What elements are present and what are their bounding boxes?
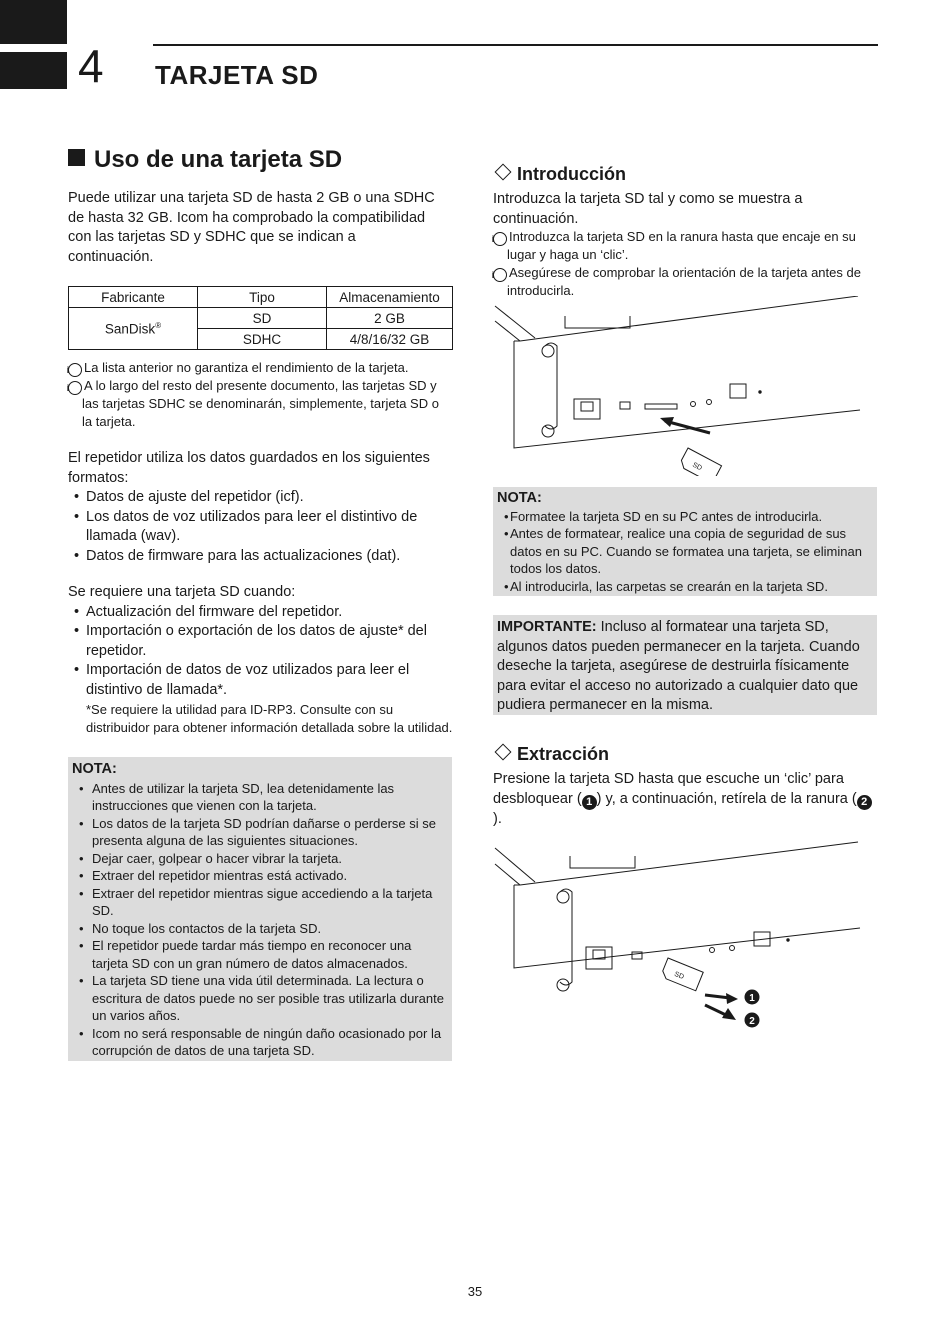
info-icon: i	[493, 232, 507, 246]
list-item: • Actualización del firmware del repetidor.	[68, 603, 453, 623]
info-icon: i	[68, 381, 82, 395]
chapter-tab-bottom	[0, 52, 67, 89]
intro-heading: Introducción	[493, 164, 626, 185]
info-notes	[68, 359, 448, 430]
chapter-tab-top	[0, 0, 67, 44]
table-cell: 2 GB	[327, 308, 453, 329]
sd-card-icon	[679, 448, 722, 476]
chapter-title: TARJETA SD	[155, 60, 319, 90]
sd-card-label: SD	[691, 461, 703, 473]
list-item: • La tarjeta SD tiene una vida útil determinada. La lectura o escritura de datos puede no ser posible tras utilizarla durante un varios años.	[72, 972, 446, 1025]
step-2-marker: 2	[749, 1016, 755, 1027]
sub-list-item: • Dejar caer, golpear o hacer vibrar la tarjeta.	[72, 850, 446, 868]
page-number: 35	[467, 1284, 483, 1299]
table-cell: SDHC	[198, 329, 327, 350]
required-intro: Se requiere una tarjeta SD cuando:	[68, 584, 296, 600]
table-header: Almacenamiento	[327, 287, 453, 308]
extraction-illustration	[490, 840, 880, 1035]
info-icon: i	[68, 363, 82, 377]
table-cell: 4/8/16/32 GB	[327, 329, 453, 350]
insertion-illustration	[490, 296, 880, 476]
step-2-icon: 2	[857, 795, 872, 810]
section-heading-text: Uso de una tarjeta SD	[94, 146, 343, 173]
table-header: Tipo	[198, 287, 327, 308]
table-header: Fabricante	[69, 287, 198, 308]
important-text: Incluso al formatear una tarjeta SD, algunos datos pueden permanecer en la tarjeta. Cuando deseche la tarjeta, asegúrese de destruirla físicamente para evitar el acceso no autorizado a cualquier dato que pudiera permanecer en la misma.	[497, 619, 860, 713]
section-heading	[68, 146, 342, 174]
list-item: • El repetidor puede tardar más tiempo en reconocer una tarjeta SD con un gran número de datos almacenados.	[72, 937, 446, 972]
intro-text: Introduzca la tarjeta SD tal y como se muestra a continuación.	[493, 191, 803, 227]
sub-list-item: • Extraer del repetidor mientras está activado.	[72, 867, 446, 885]
formats-intro: El repetidor utiliza los datos guardados en los siguientes formatos:	[68, 450, 430, 486]
info-note: i Introduzca la tarjeta SD en la ranura hasta que encaje en su lugar y haga un ‘clic’.	[491, 229, 856, 262]
list-item: • Al introducirla, las carpetas se crearán en la tarjeta SD.	[497, 578, 871, 596]
list-item: • Importación de datos de voz utilizados para leer el distintivo de llamada*.	[68, 661, 453, 700]
step-1-icon: 1	[582, 795, 597, 810]
list-item: • Antes de formatear, realice una copia de seguridad de sus datos en su PC. Cuando se formatea una tarjeta, se eliminan todos los datos.	[497, 525, 871, 578]
list-item: • Datos de firmware para las actualizaciones (dat).	[68, 547, 456, 567]
list-item: • Formatee la tarjeta SD en su PC antes de introducirla.	[497, 508, 871, 526]
note-title: NOTA:	[497, 490, 542, 506]
table-cell-maker: SanDisk®	[69, 308, 198, 350]
footnote: *Se requiere la utilidad para ID-RP3. Consulte con su distribuidor para obtener información detallada sobre la utilidad.	[86, 702, 453, 735]
list-item: • Antes de utilizar la tarjeta SD, lea detenidamente las instrucciones que vienen con la tarjeta.	[72, 780, 446, 815]
extract-text: Presione la tarjeta SD hasta que escuche un ‘clic’ para desbloquear ( 1 ) y, a continuación, retírela de la ranura ( 2).	[493, 770, 878, 829]
info-note: i La lista anterior no garantiza el rendimiento de la tarjeta.	[66, 360, 409, 375]
list-item: • Icom no será responsable de ningún daño ocasionado por la corrupción de datos de una tarjeta SD.	[72, 1025, 446, 1060]
required-block	[68, 583, 453, 736]
list-item: • Los datos de voz utilizados para leer el distintivo de llamada (wav).	[68, 508, 456, 547]
sd-card-label: SD	[673, 970, 685, 981]
registered-mark: ®	[155, 320, 162, 330]
list-item: • Datos de ajuste del repetidor (icf).	[68, 488, 456, 508]
compatibility-table	[68, 286, 453, 350]
table-cell: SD	[198, 308, 327, 329]
intro-paragraph: Puede utilizar una tarjeta SD de hasta 2 GB o una SDHC de hasta 32 GB. Icom ha comprobado la compatibilidad con las tarjetas SD y SDHC que se indican a continuación.	[68, 190, 435, 265]
intro-info	[493, 228, 878, 299]
info-note: i Asegúrese de comprobar la orientación de la tarjeta antes de introducirla.	[491, 264, 861, 298]
info-note: i A lo largo del resto del presente documento, las tarjetas SD y las tarjetas SDHC se denominarán, simplemente, tarjeta SD o la tarjeta.	[66, 378, 439, 429]
extract-heading: Extracción	[493, 744, 609, 765]
square-bullet-icon	[68, 149, 85, 166]
sd-card-icon	[661, 958, 704, 991]
diamond-icon	[495, 744, 512, 761]
note-box-right	[493, 487, 877, 596]
formats-block	[68, 449, 456, 566]
info-icon: i	[493, 268, 507, 282]
chapter-rule	[153, 44, 878, 46]
important-box	[493, 615, 877, 715]
sub-list-item: • Extraer del repetidor mientras sigue accediendo a la tarjeta SD.	[72, 885, 446, 920]
important-label: IMPORTANTE:	[497, 619, 597, 635]
list-item: • Los datos de la tarjeta SD podrían dañarse o perderse si se presenta alguna de las siguientes situaciones. • Dejar caer, golpear o hacer vibrar la tarjeta. • Extraer del repetidor mientras está activado. • Extraer del repetidor mientras sigue accediendo a la tarjeta SD.	[72, 815, 446, 920]
step-1-marker: 1	[749, 993, 755, 1004]
chapter-number: 4	[78, 40, 104, 92]
list-item: • Importación o exportación de los datos de ajuste* del repetidor.	[68, 622, 453, 661]
note-box-left	[68, 757, 452, 1061]
note-title: NOTA:	[72, 761, 117, 777]
list-item: • No toque los contactos de la tarjeta SD.	[72, 920, 446, 938]
diamond-icon	[495, 164, 512, 181]
